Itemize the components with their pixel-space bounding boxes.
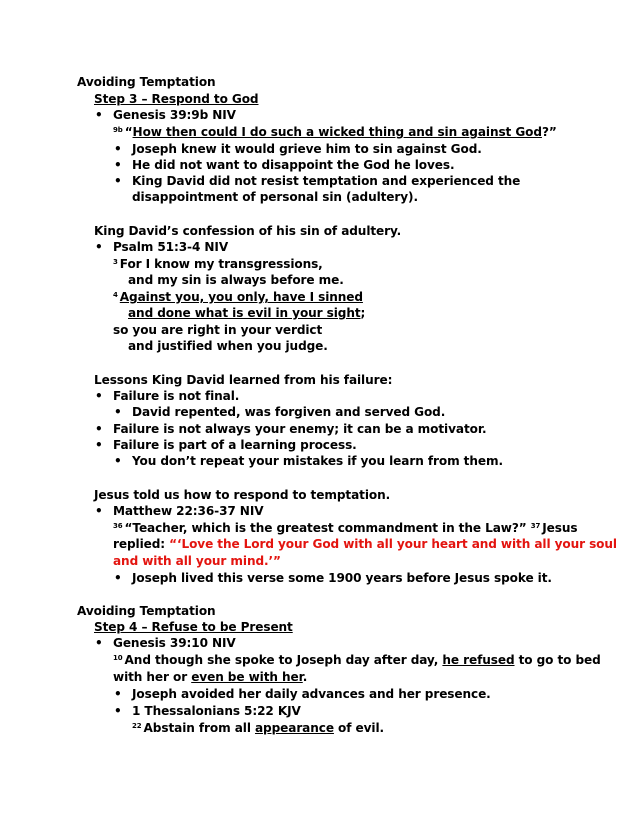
bullet: • <box>114 405 122 419</box>
bullet: • <box>95 108 103 122</box>
bullet: • <box>114 687 122 701</box>
verse-text: to go to bed <box>514 653 601 667</box>
verse-line <box>113 256 323 272</box>
verse-text: of evil. <box>333 721 384 735</box>
step-heading: Step 4 – Refuse to be Present <box>94 620 293 634</box>
verse-line <box>113 669 307 685</box>
section-title: Avoiding Temptation <box>77 604 216 618</box>
verse-number: 9b <box>113 126 123 134</box>
lesson-subitem: David repented, was forgiven and served God. <box>132 405 446 419</box>
scripture-ref: Genesis 39:10 NIV <box>113 636 236 650</box>
point-text: Joseph lived this verse some 1900 years before Jesus spoke it. <box>132 571 552 585</box>
verse-text: How then could I do such a wicked thing and sin against God <box>132 125 542 139</box>
verse-number: 22 <box>132 722 142 730</box>
verse-number: 3 <box>113 258 118 266</box>
lesson-item: Failure is not always your enemy; it can be a motivator. <box>113 422 487 436</box>
verse-number: 36 <box>113 522 123 530</box>
quote-mark: “ <box>124 125 133 139</box>
verse-text: For I know my transgressions, <box>119 257 323 271</box>
bullet: • <box>95 504 103 518</box>
point-text: Joseph avoided her daily advances and her presence. <box>132 687 491 701</box>
bullet: • <box>95 636 103 650</box>
verse-text: “Teacher, which is the greatest commandment in the Law?” <box>124 521 527 535</box>
scripture-ref: Matthew 22:36-37 NIV <box>113 504 264 518</box>
subheading: Jesus told us how to respond to temptation. <box>94 488 391 502</box>
section-title: Avoiding Temptation <box>77 75 216 89</box>
quote-close: ?” <box>541 125 557 139</box>
bullet: • <box>114 454 122 468</box>
verse-text: Abstain from all <box>143 721 255 735</box>
bullet: • <box>114 158 122 172</box>
punctuation: ; <box>360 306 366 320</box>
lesson-item: Failure is not final. <box>113 389 240 403</box>
verse-text: appearance <box>254 721 334 735</box>
step-heading: Step 3 – Respond to God <box>94 92 259 106</box>
red-letter-text: and with all your mind.’” <box>113 554 281 568</box>
verse-text: replied: <box>113 537 170 551</box>
lesson-item: Failure is part of a learning process. <box>113 438 357 452</box>
verse-line: so you are right in your verdict <box>113 323 323 337</box>
point-text: Joseph knew it would grieve him to sin against God. <box>132 142 482 156</box>
verse-text: and done what is evil in your sight <box>128 306 361 320</box>
verse-line <box>113 289 363 305</box>
bullet: • <box>114 142 122 156</box>
verse-line <box>113 652 601 668</box>
verse-number: 4 <box>113 291 118 299</box>
scripture-ref: Psalm 51:3-4 NIV <box>113 240 229 254</box>
bullet: • <box>114 704 122 718</box>
point-text: disappointment of personal sin (adultery). <box>132 190 418 204</box>
subheading: King David’s confession of his sin of adultery. <box>94 224 402 238</box>
verse-text: he refused <box>442 653 515 667</box>
scripture-ref: 1 Thessalonians 5:22 KJV <box>132 704 301 718</box>
verse-text: Against you, you only, have I sinned <box>119 290 363 304</box>
bullet: • <box>114 571 122 585</box>
verse-text: even be with her <box>191 670 303 684</box>
subheading: Lessons King David learned from his failure: <box>94 373 393 387</box>
verse-line <box>132 720 384 736</box>
lesson-subitem: You don’t repeat your mistakes if you learn from them. <box>132 454 503 468</box>
verse-number: 10 <box>113 654 123 662</box>
point-text: He did not want to disappoint the God he loves. <box>132 158 455 172</box>
verse-line: and justified when you judge. <box>128 339 328 353</box>
red-letter-text: “‘Love the Lord your God with all your heart and with all your soul <box>169 537 617 551</box>
verse-line <box>113 520 577 536</box>
point-text: King David did not resist temptation and experienced the <box>132 174 521 188</box>
verse-text: Jesus <box>542 521 578 535</box>
bullet: • <box>95 389 103 403</box>
bullet: • <box>95 240 103 254</box>
verse-number: 37 <box>530 522 541 530</box>
scripture-ref: Genesis 39:9b NIV <box>113 108 236 122</box>
bullet: • <box>114 174 122 188</box>
bullet: • <box>95 422 103 436</box>
bullet: • <box>95 438 103 452</box>
verse-text: with her or <box>113 670 192 684</box>
verse-text: And though she spoke to Joseph day after day, <box>124 653 443 667</box>
punctuation: . <box>302 670 308 684</box>
verse-line <box>113 536 617 552</box>
verse-line <box>113 124 557 140</box>
verse-line: and my sin is always before me. <box>128 273 344 287</box>
verse-line <box>128 305 365 321</box>
